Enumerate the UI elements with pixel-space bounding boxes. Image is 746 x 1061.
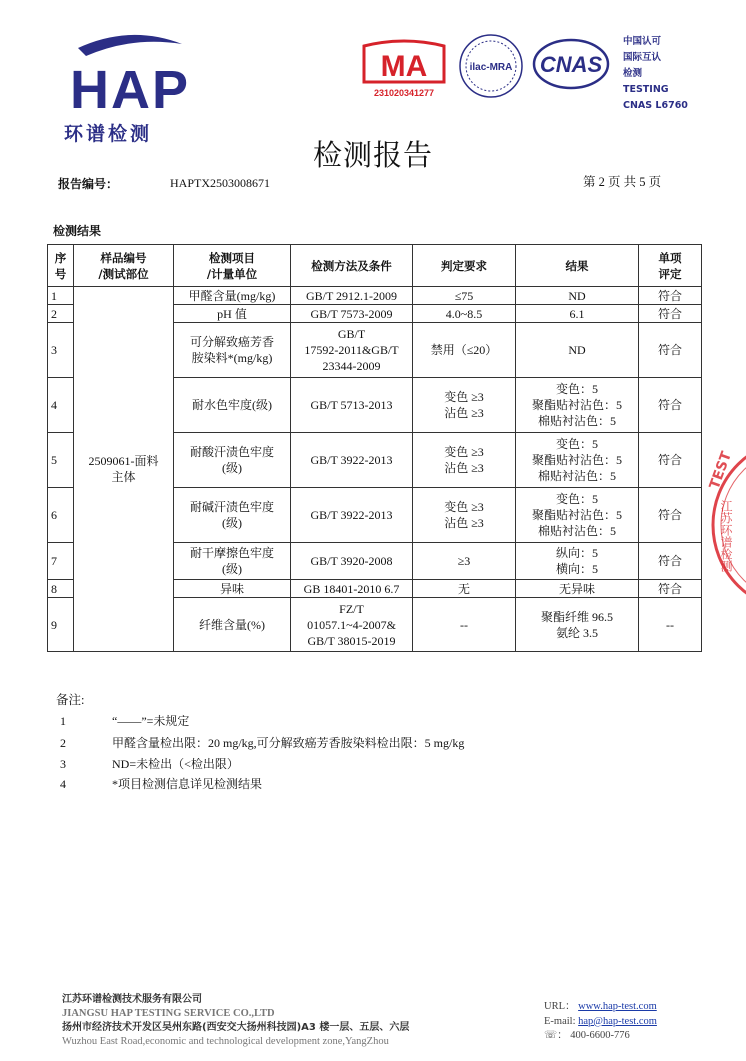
company-cn: 江苏环谱检测技术服务有限公司	[62, 994, 202, 1005]
row-no: 4	[48, 378, 74, 433]
row-rating: 符合	[639, 580, 702, 598]
svg-text:TEST: TEST	[706, 449, 736, 492]
email-line	[544, 1015, 657, 1030]
row-rating: 符合	[639, 433, 702, 488]
row-method: GB/T 17592-2011&GB/T 23344-2009	[291, 323, 413, 378]
cnas-text: CNAS	[539, 52, 603, 77]
logo-subtitle: 环谱检测	[64, 123, 153, 145]
row-result: 无异味	[516, 580, 639, 598]
results-table	[47, 244, 702, 652]
header-item: 检测项目 /计量单位	[174, 245, 291, 287]
row-rating: 符合	[639, 305, 702, 323]
header-requirement: 判定要求	[413, 245, 516, 287]
accred-line: 国际互认	[623, 52, 662, 63]
company-en: JIANGSU HAP TESTING SERVICE CO.,LTD	[62, 1008, 275, 1019]
header-method: 检测方法及条件	[291, 245, 413, 287]
note-item	[60, 755, 239, 772]
row-method: GB/T 3922-2013	[291, 433, 413, 488]
report-title: 检测报告	[312, 138, 433, 172]
report-number-label: 报告编号：	[58, 177, 119, 191]
row-requirement: 4.0~8.5	[413, 305, 516, 323]
row-no: 7	[48, 543, 74, 580]
row-item: 耐水色牢度(级)	[174, 378, 291, 433]
note-text: “——”=未规定	[112, 714, 190, 728]
page-info: 第 2 页 共 5 页	[583, 175, 662, 189]
row-requirement: ≥3	[413, 543, 516, 580]
stamp-text: 江苏环谱检测	[719, 500, 733, 572]
note-number: 4	[60, 777, 66, 791]
phone-number: 400-6600-776	[570, 1030, 630, 1041]
row-item: pH 值	[174, 305, 291, 323]
row-method: GB/T 3922-2013	[291, 488, 413, 543]
svg-text:MA: MA	[380, 50, 428, 83]
accred-line: TESTING	[623, 84, 669, 95]
url-label: URL：	[544, 1001, 576, 1012]
note-item	[60, 734, 464, 751]
row-item: 可分解致癌芳香 胺染料*(mg/kg)	[174, 323, 291, 378]
row-method: GB/T 7573-2009	[291, 305, 413, 323]
row-item: 甲醛含量(mg/kg)	[174, 287, 291, 305]
row-method: FZ/T 01057.1~4-2007& GB/T 38015-2019	[291, 598, 413, 652]
note-number: 3	[60, 757, 66, 771]
sample-id: 2509061-面料 主体	[74, 287, 174, 652]
phone-label: ：	[557, 1030, 568, 1041]
ilac-mra-mark	[458, 33, 524, 99]
note-number: 2	[60, 736, 66, 750]
row-result: 纵向：5 横向：5	[516, 543, 639, 580]
row-requirement: 禁用（≤20）	[413, 323, 516, 378]
address-en: Wuzhou East Road,economic and technological development zone,YangZhou	[62, 1036, 389, 1047]
row-requirement: 变色 ≥3 沾色 ≥3	[413, 488, 516, 543]
row-method: GB/T 2912.1-2009	[291, 287, 413, 305]
row-requirement: ≤75	[413, 287, 516, 305]
table-header-row	[48, 245, 702, 287]
row-no: 1	[48, 287, 74, 305]
phone-line	[544, 1029, 657, 1044]
footer-company	[62, 993, 409, 1049]
official-stamp	[704, 430, 746, 620]
row-result: 变色：5 聚酯贴衬沾色：5 棉贴衬沾色：5	[516, 433, 639, 488]
url-line	[544, 1000, 657, 1015]
row-no: 9	[48, 598, 74, 652]
cnas-mark	[532, 38, 610, 90]
note-text: 甲醛含量检出限：20 mg/kg,可分解致癌芳香胺染料检出限：5 mg/kg	[112, 736, 465, 750]
row-rating: 符合	[639, 543, 702, 580]
website-link[interactable]: www.hap-test.com	[578, 1001, 657, 1012]
address-cn: 扬州市经济技术开发区吴州东路(西安交大扬州科技园)A3 楼一层、五层、六层	[62, 1022, 410, 1033]
logo-text: HAP	[70, 60, 190, 120]
row-no: 6	[48, 488, 74, 543]
accred-line: 中国认可	[623, 36, 662, 47]
row-no: 5	[48, 433, 74, 488]
row-requirement: 变色 ≥3 沾色 ≥3	[413, 433, 516, 488]
row-no: 8	[48, 580, 74, 598]
header-rating: 单项 评定	[639, 245, 702, 287]
row-item: 异味	[174, 580, 291, 598]
footer-contact	[544, 1000, 657, 1044]
row-requirement: 变色 ≥3 沾色 ≥3	[413, 378, 516, 433]
note-text: *项目检测信息详见检测结果	[112, 777, 263, 791]
row-no: 3	[48, 323, 74, 378]
email-label: E-mail:	[544, 1015, 576, 1027]
note-text: ND=未检出（<检出限）	[112, 757, 239, 771]
header-sample: 样品编号 /测试部位	[74, 245, 174, 287]
row-requirement: 无	[413, 580, 516, 598]
email-link[interactable]: hap@hap-test.com	[578, 1015, 657, 1027]
report-number: HAPTX2503008671	[170, 176, 271, 190]
row-item: 耐碱汗渍色牢度 (级)	[174, 488, 291, 543]
ilac-text: ilac-MRA	[469, 62, 513, 73]
accred-line: CNAS L6760	[623, 100, 688, 111]
note-number: 1	[60, 714, 66, 728]
row-result: 变色：5 聚酯贴衬沾色：5 棉贴衬沾色：5	[516, 488, 639, 543]
row-rating: 符合	[639, 287, 702, 305]
notes-title: 备注:	[56, 693, 85, 707]
phone-icon: ☏	[544, 1030, 558, 1041]
row-result: ND	[516, 323, 639, 378]
row-result: ND	[516, 287, 639, 305]
row-item: 耐干摩擦色牢度 (级)	[174, 543, 291, 580]
table-row	[48, 287, 702, 305]
note-item	[60, 775, 262, 792]
row-item: 纤维含量(%)	[174, 598, 291, 652]
row-result: 6.1	[516, 305, 639, 323]
row-no: 2	[48, 305, 74, 323]
row-rating: --	[639, 598, 702, 652]
accred-line: 检测	[623, 68, 643, 79]
section-title: 检测结果	[53, 224, 102, 238]
cma-mark	[358, 38, 450, 100]
row-rating: 符合	[639, 378, 702, 433]
header-no: 序 号	[48, 245, 74, 287]
row-method: GB/T 5713-2013	[291, 378, 413, 433]
note-item	[60, 712, 189, 729]
row-requirement: --	[413, 598, 516, 652]
accreditation-text	[623, 34, 688, 114]
row-result: 变色：5 聚酯贴衬沾色：5 棉贴衬沾色：5	[516, 378, 639, 433]
row-rating: 符合	[639, 323, 702, 378]
row-method: GB 18401-2010 6.7	[291, 580, 413, 598]
header-result: 结果	[516, 245, 639, 287]
row-rating: 符合	[639, 488, 702, 543]
row-result: 聚酯纤维 96.5 氨纶 3.5	[516, 598, 639, 652]
cma-number: 231020341277	[373, 88, 435, 98]
row-method: GB/T 3920-2008	[291, 543, 413, 580]
row-item: 耐酸汗渍色牢度 (级)	[174, 433, 291, 488]
